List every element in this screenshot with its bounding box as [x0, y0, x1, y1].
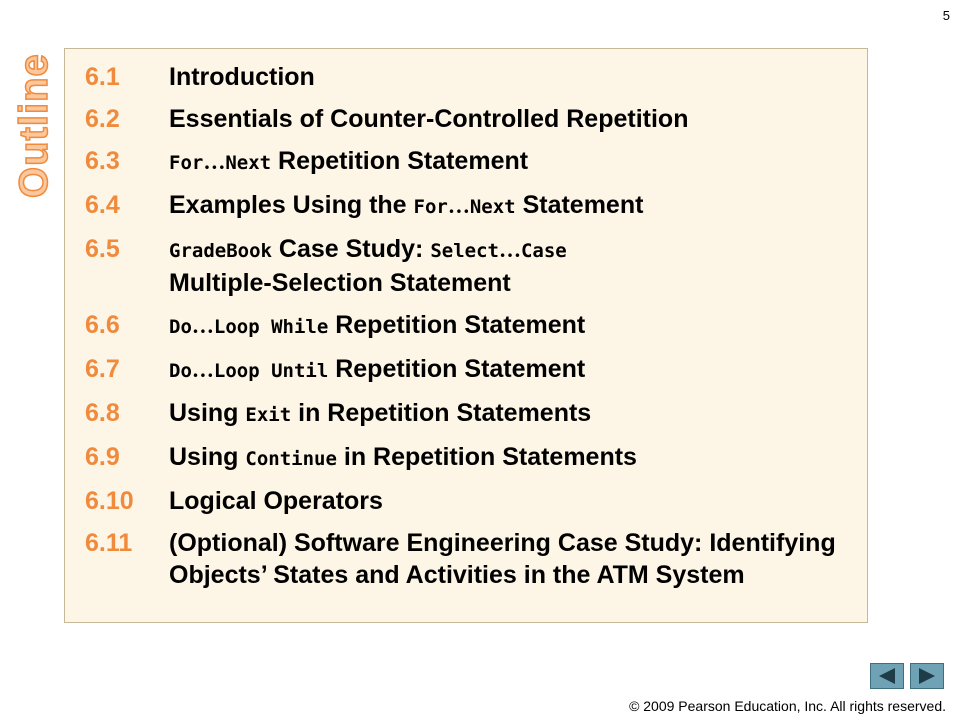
toc-item	[85, 527, 857, 591]
toc-item-title	[169, 189, 857, 223]
toc-item	[85, 233, 857, 299]
title-text: Essentials of Counter-Controlled Repetition	[169, 105, 689, 133]
toc-item	[85, 61, 857, 93]
title-text: …	[191, 313, 214, 338]
toc-item	[85, 353, 857, 387]
toc-item-title	[169, 61, 857, 93]
toc-panel	[64, 48, 868, 623]
code-keyword: Select	[430, 240, 499, 262]
title-text: Statement	[515, 191, 644, 219]
toc-item	[85, 397, 857, 431]
toc-item-title	[169, 397, 857, 431]
toc-item-title	[169, 353, 857, 387]
code-keyword: Exit	[245, 404, 292, 426]
code-keyword: Case	[520, 240, 567, 262]
code-keyword: For	[169, 152, 204, 174]
code-keyword: Do	[169, 360, 192, 382]
copyright-notice: © 2009 Pearson Education, Inc. All rights reserved.	[629, 698, 946, 714]
outline-side-label: Outline	[12, 53, 56, 198]
title-text: Multiple-Selection Statement	[169, 269, 511, 297]
page-number: 5	[942, 8, 950, 23]
toc-item	[85, 145, 857, 179]
code-keyword: Do	[169, 316, 192, 338]
title-text: …	[447, 193, 470, 218]
title-text: Examples Using the	[169, 191, 414, 219]
toc-item-number: 6.5	[85, 235, 120, 263]
left-triangle-icon	[877, 667, 897, 685]
toc-item	[85, 189, 857, 223]
toc-item-title	[169, 103, 857, 135]
title-text: Using	[169, 399, 246, 427]
toc-item-title	[169, 441, 857, 475]
previous-slide-button[interactable]	[870, 663, 904, 689]
title-text: …	[203, 149, 226, 174]
toc-item	[85, 441, 857, 475]
toc-item-title	[169, 485, 857, 517]
title-text: …	[191, 357, 214, 382]
code-keyword: Loop While	[213, 316, 329, 338]
code-keyword: Next	[469, 196, 516, 218]
toc-item-title	[169, 309, 857, 343]
toc-item	[85, 309, 857, 343]
toc-item-title	[169, 145, 857, 179]
title-text: in Repetition Statements	[336, 443, 637, 471]
title-text: Using	[169, 443, 246, 471]
toc-item-title	[169, 233, 857, 299]
title-text: Repetition Statement	[328, 311, 586, 339]
title-text: in Repetition Statements	[291, 399, 592, 427]
toc-item	[85, 103, 857, 135]
slide-navigation	[870, 663, 944, 689]
title-text: Introduction	[169, 63, 315, 91]
title-text: …	[498, 237, 521, 262]
next-slide-button[interactable]	[910, 663, 944, 689]
code-keyword: Continue	[245, 448, 337, 470]
title-text: Logical Operators	[169, 487, 383, 515]
toc-item-number: 6.6	[85, 311, 120, 339]
toc-item-number: 6.11	[85, 529, 133, 557]
toc-item-number: 6.10	[85, 487, 134, 515]
toc-item-number: 6.2	[85, 105, 120, 133]
toc-item-title	[169, 527, 857, 591]
title-text: (Optional) Software Engineering Case Study: Identifying Objects’ States and Activities in the ATM System	[169, 529, 836, 589]
toc-item-number: 6.8	[85, 399, 120, 427]
code-keyword: Next	[225, 152, 272, 174]
code-keyword: GradeBook	[169, 240, 272, 262]
toc-item-number: 6.4	[85, 191, 120, 219]
title-text: Case Study:	[271, 235, 431, 263]
title-text: Repetition Statement	[328, 355, 586, 383]
toc-list	[85, 61, 857, 601]
title-text: Repetition Statement	[271, 147, 529, 175]
toc-item-number: 6.9	[85, 443, 120, 471]
code-keyword: For	[413, 196, 448, 218]
toc-item-number: 6.3	[85, 147, 120, 175]
toc-item-number: 6.7	[85, 355, 120, 383]
toc-item	[85, 485, 857, 517]
right-triangle-icon	[917, 667, 937, 685]
toc-item-number: 6.1	[85, 63, 120, 91]
code-keyword: Loop Until	[213, 360, 329, 382]
